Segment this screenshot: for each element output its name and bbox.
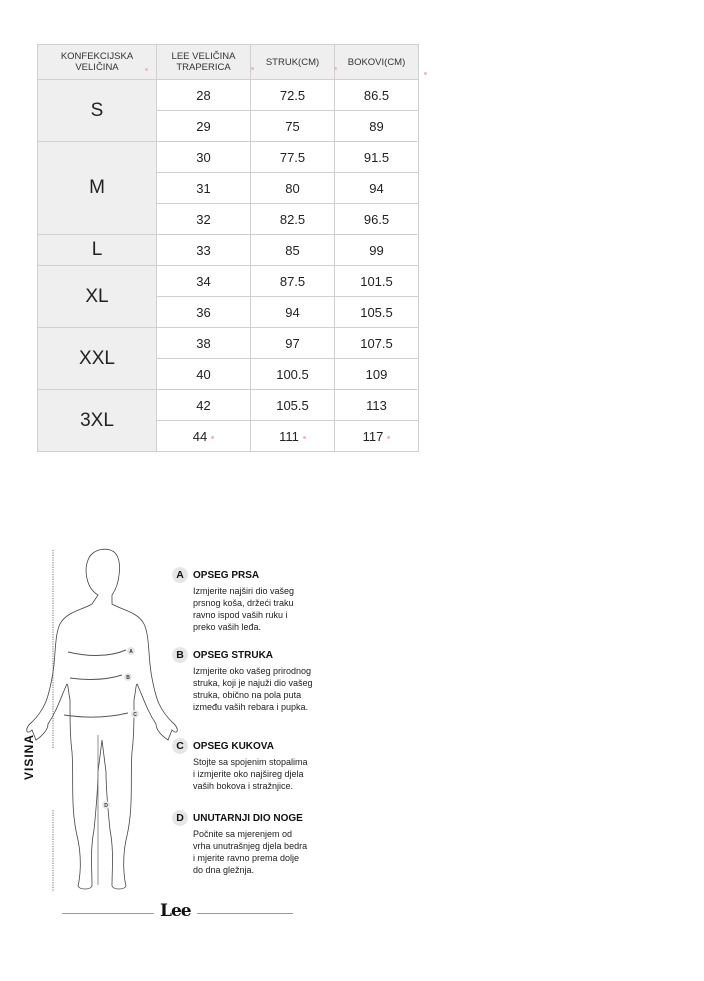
svg-text:A: A	[129, 649, 133, 655]
letter-badge: B	[172, 647, 188, 663]
struk-cell: 75	[251, 111, 335, 142]
stray-dot	[334, 67, 337, 70]
size-label: M	[38, 142, 157, 235]
stray-dot	[251, 67, 254, 70]
bokovi-cell: 96.5	[335, 204, 419, 235]
stray-dot	[211, 436, 214, 439]
lee-cell: 42	[157, 390, 251, 421]
instruction-header	[172, 567, 342, 583]
stray-dot	[303, 436, 306, 439]
header-struk: STRUK(CM)	[251, 45, 335, 80]
instruction-description	[193, 665, 342, 713]
instruction-description	[193, 828, 342, 876]
instruction-title: OPSEG STRUKA	[193, 649, 274, 661]
bokovi-cell: 117	[335, 421, 419, 452]
instruction-c	[172, 738, 342, 792]
bokovi-cell: 89	[335, 111, 419, 142]
size-label: L	[38, 235, 157, 266]
lee-cell: 34	[157, 266, 251, 297]
svg-text:D: D	[104, 803, 108, 809]
lee-cell: 36	[157, 297, 251, 328]
struk-cell: 111	[251, 421, 335, 452]
bokovi-cell: 107.5	[335, 328, 419, 359]
lee-cell: 44	[157, 421, 251, 452]
header-bokovi: BOKOVI(CM)	[335, 45, 419, 80]
instruction-d	[172, 810, 342, 876]
bokovi-cell: 113	[335, 390, 419, 421]
table-row	[38, 266, 419, 297]
description-line: preko vaših leđa.	[193, 622, 262, 632]
bokovi-cell: 86.5	[335, 80, 419, 111]
chest-band	[68, 650, 126, 656]
struk-cell: 100.5	[251, 359, 335, 390]
description-line: i mjerite ravno prema dolje	[193, 853, 300, 863]
bokovi-cell: 94	[335, 173, 419, 204]
lee-logo: Lee	[160, 901, 191, 921]
lee-cell: 31	[157, 173, 251, 204]
instruction-header	[172, 810, 342, 826]
size-label: XXL	[38, 328, 157, 390]
body-outline	[27, 549, 178, 889]
table-row	[38, 328, 419, 359]
height-label: VISINA	[22, 733, 36, 780]
description-line: Izmjerite najširi dio vašeg	[193, 586, 295, 596]
instruction-description	[193, 756, 342, 792]
bokovi-cell: 109	[335, 359, 419, 390]
instruction-header	[172, 647, 342, 663]
description-line: ravno ispod vaših ruku i	[193, 610, 288, 620]
struk-cell: 82.5	[251, 204, 335, 235]
description-line: vaših bokova i stražnjice.	[193, 781, 294, 791]
waist-band	[70, 675, 122, 679]
table-header-row	[38, 45, 419, 80]
lee-cell: 40	[157, 359, 251, 390]
lee-cell: 28	[157, 80, 251, 111]
struk-cell: 85	[251, 235, 335, 266]
stray-dot	[145, 68, 148, 71]
hip-band	[64, 713, 128, 717]
description-line: i izmjerite oko najšireg djela	[193, 769, 304, 779]
letter-badge: C	[172, 738, 188, 754]
struk-cell: 105.5	[251, 390, 335, 421]
bokovi-cell: 105.5	[335, 297, 419, 328]
table-body	[38, 80, 419, 452]
struk-cell: 87.5	[251, 266, 335, 297]
struk-cell: 80	[251, 173, 335, 204]
lee-cell: 32	[157, 204, 251, 235]
size-label: XL	[38, 266, 157, 328]
description-line: Izmjerite oko vašeg prirodnog	[193, 666, 312, 676]
lee-cell: 29	[157, 111, 251, 142]
struk-cell: 94	[251, 297, 335, 328]
size-label: S	[38, 80, 157, 142]
size-chart-table	[37, 44, 419, 452]
size-label: 3XL	[38, 390, 157, 452]
description-line: struka, obično na pola puta	[193, 690, 302, 700]
table-row	[38, 235, 419, 266]
description-line: Stojte sa spojenim stopalima	[193, 757, 308, 767]
description-line: do dna gležnja.	[193, 865, 255, 875]
header-konfekcijska-velicina: KONFEKCIJSKA VELIČINA	[38, 45, 157, 80]
lee-cell: 33	[157, 235, 251, 266]
table-row	[38, 390, 419, 421]
table-row	[38, 142, 419, 173]
instruction-header	[172, 738, 342, 754]
bokovi-cell: 91.5	[335, 142, 419, 173]
struk-cell: 97	[251, 328, 335, 359]
bokovi-cell: 101.5	[335, 266, 419, 297]
description-line: između vaših rebara i pupka.	[193, 702, 309, 712]
struk-cell: 77.5	[251, 142, 335, 173]
logo-rule-left	[62, 913, 154, 914]
body-measurement-figure	[10, 540, 190, 910]
instruction-b	[172, 647, 342, 713]
description-line: prsnog koša, držeći traku	[193, 598, 294, 608]
lee-cell: 38	[157, 328, 251, 359]
instruction-a	[172, 567, 342, 633]
description-line: struka, koji je najuži dio vašeg	[193, 678, 313, 688]
instruction-title: UNUTARNJI DIO NOGE	[193, 812, 303, 824]
lee-cell: 30	[157, 142, 251, 173]
struk-cell: 72.5	[251, 80, 335, 111]
letter-badge: D	[172, 810, 188, 826]
stray-dot	[387, 436, 390, 439]
description-line: vrha unutrašnjeg djela bedra	[193, 841, 308, 851]
svg-text:B: B	[126, 675, 130, 681]
bokovi-cell: 99	[335, 235, 419, 266]
instruction-title: OPSEG PRSA	[193, 569, 260, 581]
description-line: Počnite sa mjerenjem od	[193, 829, 293, 839]
body-outline-illustration	[10, 540, 190, 910]
header-lee-velicina: LEE VELIČINA TRAPERICA	[157, 45, 251, 80]
instruction-description	[193, 585, 342, 633]
logo-rule-right	[197, 913, 293, 914]
svg-text:C: C	[133, 712, 137, 718]
table-row	[38, 80, 419, 111]
stray-dot	[424, 72, 427, 75]
letter-badge: A	[172, 567, 188, 583]
instruction-title: OPSEG KUKOVA	[193, 740, 274, 752]
